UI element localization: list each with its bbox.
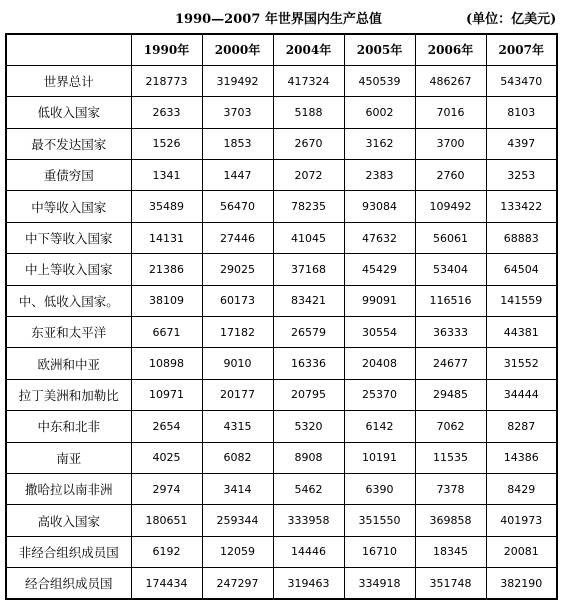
table-cell: 133422 (486, 191, 557, 222)
table-cell: 3414 (202, 473, 273, 504)
table-cell: 174434 (131, 568, 202, 599)
table-row (6, 473, 557, 504)
table-cell: 17182 (202, 317, 273, 348)
table-cell: 2760 (415, 160, 486, 191)
table-cell: 3253 (486, 160, 557, 191)
table-cell: 27446 (202, 222, 273, 253)
row-label: 经合组织成员国 (6, 568, 131, 599)
table-cell: 7062 (415, 411, 486, 442)
row-label: 欧洲和中亚 (6, 348, 131, 379)
table-title: 1990—2007 年世界国内生产总值 (175, 12, 382, 27)
table-cell: 41045 (273, 222, 344, 253)
table-cell: 543470 (486, 65, 557, 96)
row-label: 撒哈拉以南非洲 (6, 473, 131, 504)
table-cell: 319463 (273, 568, 344, 599)
table-cell: 24677 (415, 348, 486, 379)
table-cell: 4397 (486, 128, 557, 159)
table-cell: 68883 (486, 222, 557, 253)
table-row (6, 160, 557, 191)
table-cell: 18345 (415, 536, 486, 567)
table-cell: 2072 (273, 160, 344, 191)
column-header: 2007年 (486, 34, 557, 65)
table-cell: 259344 (202, 505, 273, 536)
table-cell: 3162 (344, 128, 415, 159)
table-row (6, 97, 557, 128)
table-cell: 64504 (486, 254, 557, 285)
table-cell: 44381 (486, 317, 557, 348)
table-cell: 12059 (202, 536, 273, 567)
table-cell: 6082 (202, 442, 273, 473)
table-cell: 6671 (131, 317, 202, 348)
table-cell: 20795 (273, 379, 344, 410)
table-cell: 116516 (415, 285, 486, 316)
table-cell: 16336 (273, 348, 344, 379)
table-cell: 29025 (202, 254, 273, 285)
row-label: 中下等收入国家 (6, 222, 131, 253)
table-cell: 99091 (344, 285, 415, 316)
table-cell: 25370 (344, 379, 415, 410)
row-label: 南亚 (6, 442, 131, 473)
table-cell: 2974 (131, 473, 202, 504)
table-body (6, 65, 557, 599)
row-label: 最不发达国家 (6, 128, 131, 159)
table-cell: 30554 (344, 317, 415, 348)
table-cell: 10191 (344, 442, 415, 473)
table-cell: 53404 (415, 254, 486, 285)
table-cell: 11535 (415, 442, 486, 473)
gdp-table (5, 33, 558, 600)
table-row (6, 348, 557, 379)
table-row (6, 379, 557, 410)
table-cell: 8429 (486, 473, 557, 504)
table-cell: 93084 (344, 191, 415, 222)
table-row (6, 411, 557, 442)
table-cell: 333958 (273, 505, 344, 536)
table-cell: 450539 (344, 65, 415, 96)
row-label: 中上等收入国家 (6, 254, 131, 285)
column-header: 2006年 (415, 34, 486, 65)
table-cell: 6142 (344, 411, 415, 442)
table-cell: 10971 (131, 379, 202, 410)
table-cell: 20081 (486, 536, 557, 567)
row-label: 高收入国家 (6, 505, 131, 536)
table-cell: 26579 (273, 317, 344, 348)
table-cell: 45429 (344, 254, 415, 285)
table-cell: 2670 (273, 128, 344, 159)
table-row (6, 285, 557, 316)
table-cell: 6002 (344, 97, 415, 128)
table-cell: 417324 (273, 65, 344, 96)
table-row (6, 128, 557, 159)
table-row (6, 442, 557, 473)
row-label: 拉丁美洲和加勒比 (6, 379, 131, 410)
table-cell: 4315 (202, 411, 273, 442)
table-row (6, 317, 557, 348)
table-cell: 56061 (415, 222, 486, 253)
table-cell: 334918 (344, 568, 415, 599)
table-cell: 369858 (415, 505, 486, 536)
row-label: 低收入国家 (6, 97, 131, 128)
table-cell: 38109 (131, 285, 202, 316)
table-cell: 180651 (131, 505, 202, 536)
table-row (6, 191, 557, 222)
table-cell: 2654 (131, 411, 202, 442)
table-cell: 401973 (486, 505, 557, 536)
table-cell: 486267 (415, 65, 486, 96)
row-label: 重债穷国 (6, 160, 131, 191)
table-row (6, 65, 557, 96)
table-cell: 36333 (415, 317, 486, 348)
table-cell: 56470 (202, 191, 273, 222)
table-cell: 37168 (273, 254, 344, 285)
table-cell: 10898 (131, 348, 202, 379)
table-cell: 351748 (415, 568, 486, 599)
column-header: 1990年 (131, 34, 202, 65)
table-cell: 31552 (486, 348, 557, 379)
table-cell: 5320 (273, 411, 344, 442)
table-cell: 3703 (202, 97, 273, 128)
row-label: 中等收入国家 (6, 191, 131, 222)
table-cell: 1447 (202, 160, 273, 191)
table-cell: 2633 (131, 97, 202, 128)
table-row (6, 536, 557, 567)
table-cell: 20408 (344, 348, 415, 379)
table-cell: 35489 (131, 191, 202, 222)
table-cell: 5188 (273, 97, 344, 128)
table-row (6, 222, 557, 253)
column-header: 2005年 (344, 34, 415, 65)
table-cell: 351550 (344, 505, 415, 536)
table-cell: 21386 (131, 254, 202, 285)
table-cell: 47632 (344, 222, 415, 253)
table-cell: 8287 (486, 411, 557, 442)
unit-label: (单位：亿美元) (466, 12, 557, 27)
table-cell: 6192 (131, 536, 202, 567)
table-cell: 218773 (131, 65, 202, 96)
table-cell: 16710 (344, 536, 415, 567)
row-label: 东亚和太平洋 (6, 317, 131, 348)
table-cell: 4025 (131, 442, 202, 473)
table-cell: 8908 (273, 442, 344, 473)
table-cell: 7016 (415, 97, 486, 128)
table-cell: 1341 (131, 160, 202, 191)
table-cell: 109492 (415, 191, 486, 222)
row-label: 世界总计 (6, 65, 131, 96)
row-label: 非经合组织成员国 (6, 536, 131, 567)
table-row (6, 568, 557, 599)
table-cell: 60173 (202, 285, 273, 316)
table-cell: 14446 (273, 536, 344, 567)
table-cell: 20177 (202, 379, 273, 410)
table-cell: 6390 (344, 473, 415, 504)
table-row (6, 505, 557, 536)
table-cell: 1853 (202, 128, 273, 159)
table-cell: 319492 (202, 65, 273, 96)
table-cell: 34444 (486, 379, 557, 410)
table-cell: 3700 (415, 128, 486, 159)
table-cell: 14386 (486, 442, 557, 473)
row-label: 中东和北非 (6, 411, 131, 442)
table-cell: 9010 (202, 348, 273, 379)
table-cell: 382190 (486, 568, 557, 599)
header-row (6, 34, 557, 65)
table-cell: 5462 (273, 473, 344, 504)
table-cell: 1526 (131, 128, 202, 159)
row-label: 中、低收入国家。 (6, 285, 131, 316)
column-header: 2000年 (202, 34, 273, 65)
table-cell: 78235 (273, 191, 344, 222)
corner-cell (6, 34, 131, 65)
table-cell: 83421 (273, 285, 344, 316)
table-cell: 8103 (486, 97, 557, 128)
table-cell: 29485 (415, 379, 486, 410)
table-cell: 2383 (344, 160, 415, 191)
table-cell: 7378 (415, 473, 486, 504)
table-cell: 247297 (202, 568, 273, 599)
column-header: 2004年 (273, 34, 344, 65)
table-cell: 14131 (131, 222, 202, 253)
table-cell: 141559 (486, 285, 557, 316)
table-row (6, 254, 557, 285)
